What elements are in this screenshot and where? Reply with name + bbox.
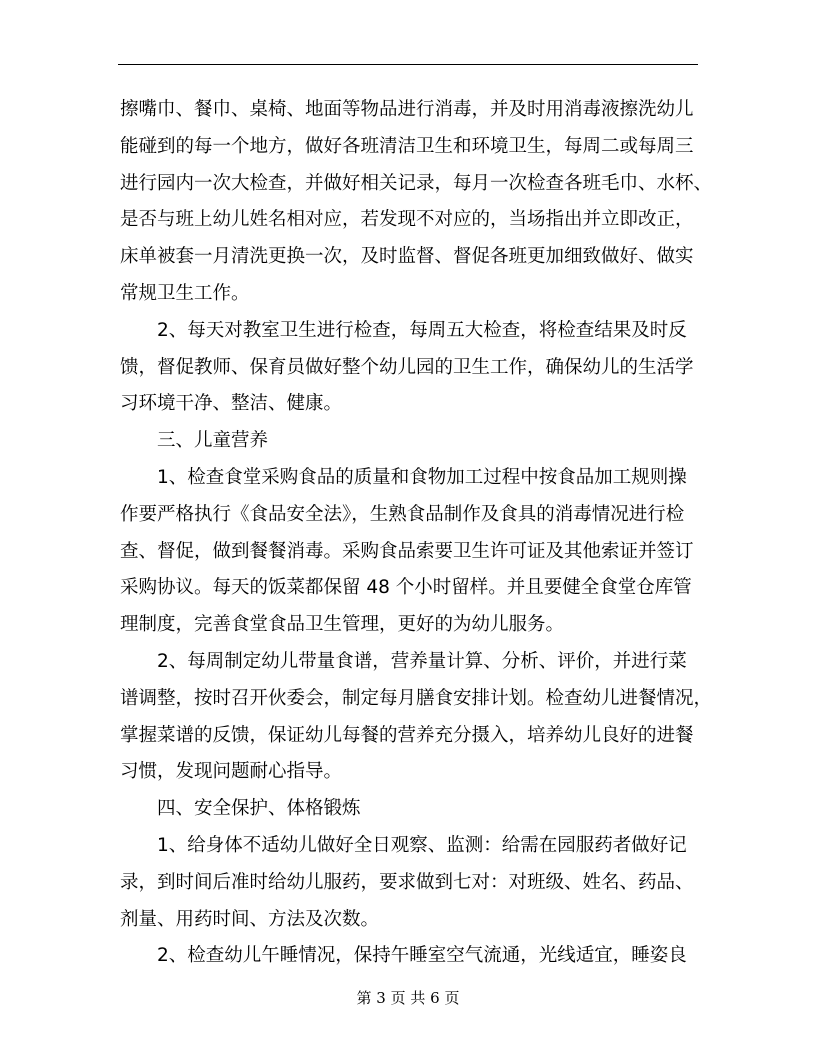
text-line: 馈，督促教师、保育员做好整个幼儿园的卫生工作，确保幼儿的生活学 — [120, 356, 694, 378]
text-line: 进行园内一次大检查，并做好相关记录，每月一次检查各班毛巾、水杯、 — [120, 172, 713, 194]
text-line: 2、检查幼儿午睡情况，保持午睡室空气流通，光线适宜，睡姿良 — [157, 945, 687, 967]
text-line: 掌握菜谱的反馈，保证幼儿每餐的营养充分摄入，培养幼儿良好的进餐 — [120, 724, 694, 746]
text-line: 采购协议。每天的饭菜都保留 48 个小时留样。并且要健全食堂仓库管 — [120, 577, 692, 599]
text-line: 1、检查食堂采购食品的质量和食物加工过程中按食品加工规则操 — [157, 466, 687, 488]
text-line: 1、给身体不适幼儿做好全日观察、监测：给需在园服药者做好记 — [157, 834, 687, 856]
page-number: 第 3 页 共 6 页 — [356, 989, 460, 1007]
text-line: 擦嘴巾、餐巾、桌椅、地面等物品进行消毒，并及时用消毒液擦洗幼儿 — [120, 99, 694, 120]
text-line: 是否与班上幼儿姓名相对应，若发现不对应的，当场指出并立即改正， — [120, 209, 694, 231]
text-line: 谱调整，按时召开伙委会，制定每月膳食安排计划。检查幼儿进餐情况， — [120, 687, 713, 709]
header-rule — [118, 64, 698, 65]
text-line: 习环境干净、整洁、健康。 — [120, 393, 343, 415]
text-line: 床单被套一月清洗更换一次，及时监督、督促各班更加细致做好、做实 — [120, 246, 694, 268]
text-line: 录，到时间后准时给幼儿服药，要求做到七对：对班级、姓名、药品、 — [120, 871, 694, 893]
text-line: 2、每天对教室卫生进行检查，每周五大检查，将检查结果及时反 — [157, 319, 687, 341]
text-line: 能碰到的每一个地方，做好各班清洁卫生和环境卫生，每周二或每周三 — [120, 135, 694, 157]
text-line: 三、儿童营养 — [157, 430, 269, 452]
text-line: 2、每周制定幼儿带量食谱，营养量计算、分析、评价，并进行菜 — [157, 650, 687, 672]
text-line: 剂量、用药时间、方法及次数。 — [120, 908, 380, 930]
text-line: 理制度，完善食堂食品卫生管理，更好的为幼儿服务。 — [120, 614, 565, 636]
text-line: 四、安全保护、体格锻炼 — [157, 798, 361, 820]
text-line: 作要严格执行《食品安全法》，生熟食品制作及食具的消毒情况进行检 — [120, 503, 685, 525]
document-body — [120, 92, 713, 975]
text-line: 常规卫生工作。 — [120, 282, 250, 304]
text-line: 查、督促，做到餐餐消毒。采购食品索要卫生许可证及其他索证并签订 — [120, 540, 694, 562]
text-line: 习惯，发现问题耐心指导。 — [120, 761, 343, 783]
